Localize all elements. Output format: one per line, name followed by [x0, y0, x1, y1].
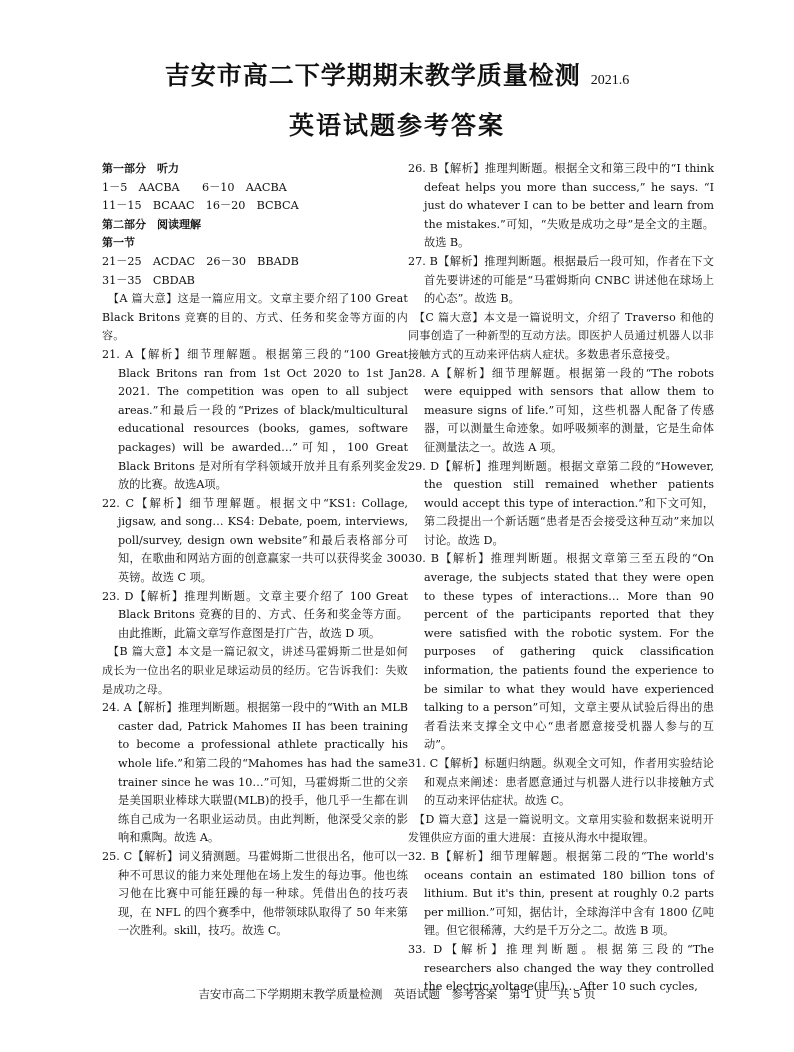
- left-paragraph: 11－15 BCAAC 16－20 BCBCA: [102, 199, 299, 213]
- left-paragraph: 21. A【解析】细节理解题。根据第三段的“100 Great Black Britons ran from 1st Oct 2020 to 1st Jan 2021. The competition was open to all subject areas.”和最后一段的“Prizes of black/multicultural educational resources (books, games, software packages) will be awarded…”可知，100 Great Black Britons 是对所有学科领域开放并且有系列奖金发放的比赛。故选A项。: [102, 347, 408, 492]
- left-paragraph: 第一部分 听力: [102, 162, 179, 175]
- exam-date: 2021.6: [590, 73, 630, 88]
- left-paragraph: 1－5 AACBA 6－10 AACBA: [102, 180, 287, 194]
- left-paragraph: 24. A【解析】推理判断题。根据第一段中的“With an MLB caster dad, Patrick Mahomes II has been training to become a professional athlete practically his whole life.”和第二段的“Mahomes has had the same trainer since he was 10…”可知，马霍姆斯二世的父亲是美国职业棒球大联盟(MLB)的投手，他几乎一生都在训练自己成为一名职业运动员。由此判断，他深受父亲的影响和熏陶。故选 A。: [102, 701, 408, 845]
- right-column: [408, 160, 714, 997]
- page-subtitle: 英语试题参考答案: [288, 111, 505, 140]
- right-paragraph: 26. B【解析】推理判断题。根据全文和第三段中的“I think defeat helps you more than success,” he says. “I just do whatever I can to be better and learn from the mistakes.”可知，“失败是成功之母”是全文的主题。故选 B。: [408, 162, 714, 250]
- left-paragraph: 23. D【解析】推理判断题。文章主要介绍了 100 Great Black Britons 竞赛的目的、方式、任务和奖金等方面。由此推断，此篇文章写作意图是打广告，故选 D 项。: [102, 589, 408, 640]
- title-text: 吉安市高二下学期期末教学质量检测: [164, 61, 581, 90]
- left-paragraph: 第一节: [102, 236, 135, 250]
- right-paragraph: 32. B【解析】细节理解题。根据第二段的“The world's oceans contain an estimated 180 billion tons of lithium. But it's thin, present at roughly 0.2 parts per million.”可知，据估计，全球海洋中含有 1800 亿吨锂。但它很稀薄，大约是千万分之二。故选 B 项。: [408, 849, 714, 938]
- left-paragraph: 22. C【解析】细节理解题。根据文中“KS1: Collage, jigsaw, and song… KS4: Debate, poem, interviews, poll/survey, design own website”和最后表格部分可知，在歌曲和网站方面的创意赢家一共可以获得奖金 300 英镑。故选 C 项。: [102, 496, 408, 585]
- right-paragraph: 31. C【解析】标题归纳题。纵观全文可知，作者用实验结论和观点来阐述：患者愿意通过与机器人进行以非接触方式的互动来评估症状。故选 C。: [408, 757, 714, 808]
- right-paragraph: 33. D【解析】推理判断题。根据第三段的“The researchers also changed the way they controlled the electric voltage(电压)… After 10 such cycles,: [408, 942, 714, 994]
- left-paragraph: 25. C【解析】词义猜测题。马霍姆斯二世很出名，他可以一种不可思议的能力来处理他在场上发生的每边事。他也练习他在比赛中可能狂躁的每一种球。凭借出色的技巧表现，在 NFL 的四个赛季中，他带领球队取得了 50 年来第一次胜利。skill，技巧。故选 C。: [102, 849, 408, 938]
- right-paragraph: 30. B【解析】推理判断题。根据文章第三至五段的“On average, the subjects stated that they were open to these types of interactions… More than 90 percent of the participants reported that they were satisfied with the robotic system. For the purposes of gathering quick classification information, the patients found the experience to be similar to what they would have experienced talking to a person”可知，文章主要从试验后得出的患者看法来支撑全文中心“患者愿意接受机器人参与的互动”。: [408, 552, 714, 752]
- right-paragraph: 【C 篇大意】本文是一篇说明文，介绍了 Traverso 和他的同事创造了一种新型的互动方法。即医护人员通过机器人以非接触方式的互动来评估病人症状。多数患者乐意接受。: [408, 310, 714, 361]
- right-paragraph: 27. B【解析】推理判断题。根据最后一段可知，作者在下文首先要讲述的可能是“马霍姆斯向 CNBC 讲述他在球场上的心态”。故选 B。: [408, 254, 714, 306]
- left-paragraph: 21－25 ACDAC 26－30 BBADB: [102, 254, 299, 268]
- left-column: [102, 160, 408, 941]
- right-paragraph: 【D 篇大意】这是一篇说明文。文章用实验和数据来说明开发锂供应方面的重大进展：直接从海水中提取锂。: [408, 812, 714, 845]
- page-footer: 吉安市高二下学期期末教学质量检测 英语试题 参考答案 第 1 页 共 5 页: [198, 987, 596, 1001]
- left-paragraph: 第二部分 阅读理解: [102, 217, 201, 231]
- left-paragraph: 【B 篇大意】本文是一篇记叙文，讲述马霍姆斯二世是如何成长为一位出名的职业足球运动员的经历。它告诉我们：失败是成功之母。: [102, 645, 408, 696]
- left-paragraph: 31－35 CBDAB: [102, 273, 195, 287]
- right-paragraph: 28. A【解析】细节理解题。根据第一段的“The robots were equipped with sensors that allow them to measure signs of life.”可知，这些机器人配备了传感器，可以测量生命迹象。如呼吸频率的测量，它是生命体征测量法之一。故选 A 项。: [408, 366, 714, 454]
- left-paragraph: 【A 篇大意】这是一篇应用文。文章主要介绍了100 Great Black Britons 竞赛的目的、方式、任务和奖金等方面的内容。: [102, 292, 408, 343]
- page-title: [0, 56, 794, 92]
- right-paragraph: 29. D【解析】推理判断题。根据文章第二段的“However, the question still remained whether patients would accept this type of interaction.”和下文可知，第二段提出一个新话题“患者是否会接受这种互动”来加以讨论。故选 D。: [408, 459, 714, 547]
